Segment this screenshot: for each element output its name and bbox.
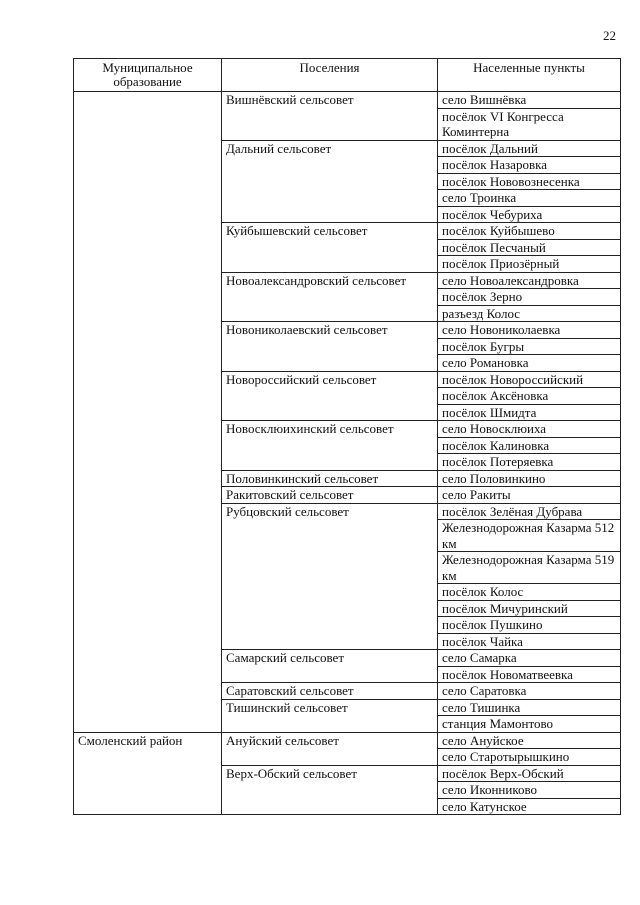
locality-cell: посёлок Зерно <box>438 289 621 306</box>
settlement-cell: Куйбышевский сельсовет <box>222 223 438 273</box>
settlements-table <box>73 58 621 815</box>
locality-cell: посёлок Новороссийский <box>438 371 621 388</box>
header-localities: Населенные пункты <box>438 59 621 92</box>
locality-cell: посёлок Бугры <box>438 338 621 355</box>
locality-cell: посёлок Новоматвеевка <box>438 666 621 683</box>
locality-cell: посёлок Колос <box>438 584 621 601</box>
locality-cell: посёлок Верх-Обский <box>438 765 621 782</box>
settlement-cell: Новосклюихинский сельсовет <box>222 421 438 471</box>
locality-cell: посёлок Дальний <box>438 140 621 157</box>
table-row <box>74 732 621 749</box>
settlement-cell: Ракитовский сельсовет <box>222 487 438 504</box>
district-cell <box>74 92 222 733</box>
settlement-cell: Дальний сельсовет <box>222 140 438 223</box>
settlement-cell: Половинкинский сельсовет <box>222 470 438 487</box>
locality-cell: село Старотырышкино <box>438 749 621 766</box>
locality-cell: посёлок Нововознесенка <box>438 173 621 190</box>
header-settlements: Поселения <box>222 59 438 92</box>
locality-cell: посёлок Потеряевка <box>438 454 621 471</box>
locality-cell: разъезд Колос <box>438 305 621 322</box>
locality-cell: посёлок Зелёная Дубрава <box>438 503 621 520</box>
locality-cell: посёлок Куйбышево <box>438 223 621 240</box>
locality-cell: село Романовка <box>438 355 621 372</box>
locality-cell: посёлок Калиновка <box>438 437 621 454</box>
locality-cell: Железнодорожная Казарма 512 км <box>438 520 621 552</box>
locality-cell: посёлок Назаровка <box>438 157 621 174</box>
district-cell: Смоленский район <box>74 732 222 815</box>
settlement-cell: Новоалександровский сельсовет <box>222 272 438 322</box>
settlement-cell: Саратовский сельсовет <box>222 683 438 700</box>
locality-cell: село Новоалександровка <box>438 272 621 289</box>
page-number: 22 <box>603 28 616 43</box>
locality-cell: село Ракиты <box>438 487 621 504</box>
locality-cell: село Ануйское <box>438 732 621 749</box>
locality-cell: село Саратовка <box>438 683 621 700</box>
settlement-cell: Тишинский сельсовет <box>222 699 438 732</box>
header-municipality: Муниципальное образование <box>74 59 222 92</box>
locality-cell: село Половинкино <box>438 470 621 487</box>
locality-cell: Железнодорожная Казарма 519 км <box>438 552 621 584</box>
locality-cell: посёлок Приозёрный <box>438 256 621 273</box>
locality-cell: посёлок Мичуринский <box>438 600 621 617</box>
table-header-row <box>74 59 621 92</box>
table-row <box>74 92 621 109</box>
locality-cell: село Новониколаевка <box>438 322 621 339</box>
table-body <box>74 92 621 815</box>
locality-cell: село Иконниково <box>438 782 621 799</box>
locality-cell: посёлок Песчаный <box>438 239 621 256</box>
locality-cell: село Тишинка <box>438 699 621 716</box>
settlement-cell: Самарский сельсовет <box>222 650 438 683</box>
locality-cell: посёлок Шмидта <box>438 404 621 421</box>
locality-cell: село Самарка <box>438 650 621 667</box>
locality-cell: посёлок Аксёновка <box>438 388 621 405</box>
locality-cell: село Катунское <box>438 798 621 815</box>
locality-cell: посёлок Чайка <box>438 633 621 650</box>
locality-cell: посёлок Чебуриха <box>438 206 621 223</box>
locality-cell: посёлок Пушкино <box>438 617 621 634</box>
settlement-cell: Верх-Обский сельсовет <box>222 765 438 815</box>
settlement-cell: Ануйский сельсовет <box>222 732 438 765</box>
settlement-cell: Рубцовский сельсовет <box>222 503 438 650</box>
settlement-cell: Вишнёвский сельсовет <box>222 92 438 141</box>
locality-cell: село Троинка <box>438 190 621 207</box>
locality-cell: село Вишнёвка <box>438 92 621 109</box>
settlement-cell: Новороссийский сельсовет <box>222 371 438 421</box>
locality-cell: посёлок VI Конгресса Коминтерна <box>438 108 621 140</box>
locality-cell: село Новосклюиха <box>438 421 621 438</box>
settlement-cell: Новониколаевский сельсовет <box>222 322 438 372</box>
locality-cell: станция Мамонтово <box>438 716 621 733</box>
